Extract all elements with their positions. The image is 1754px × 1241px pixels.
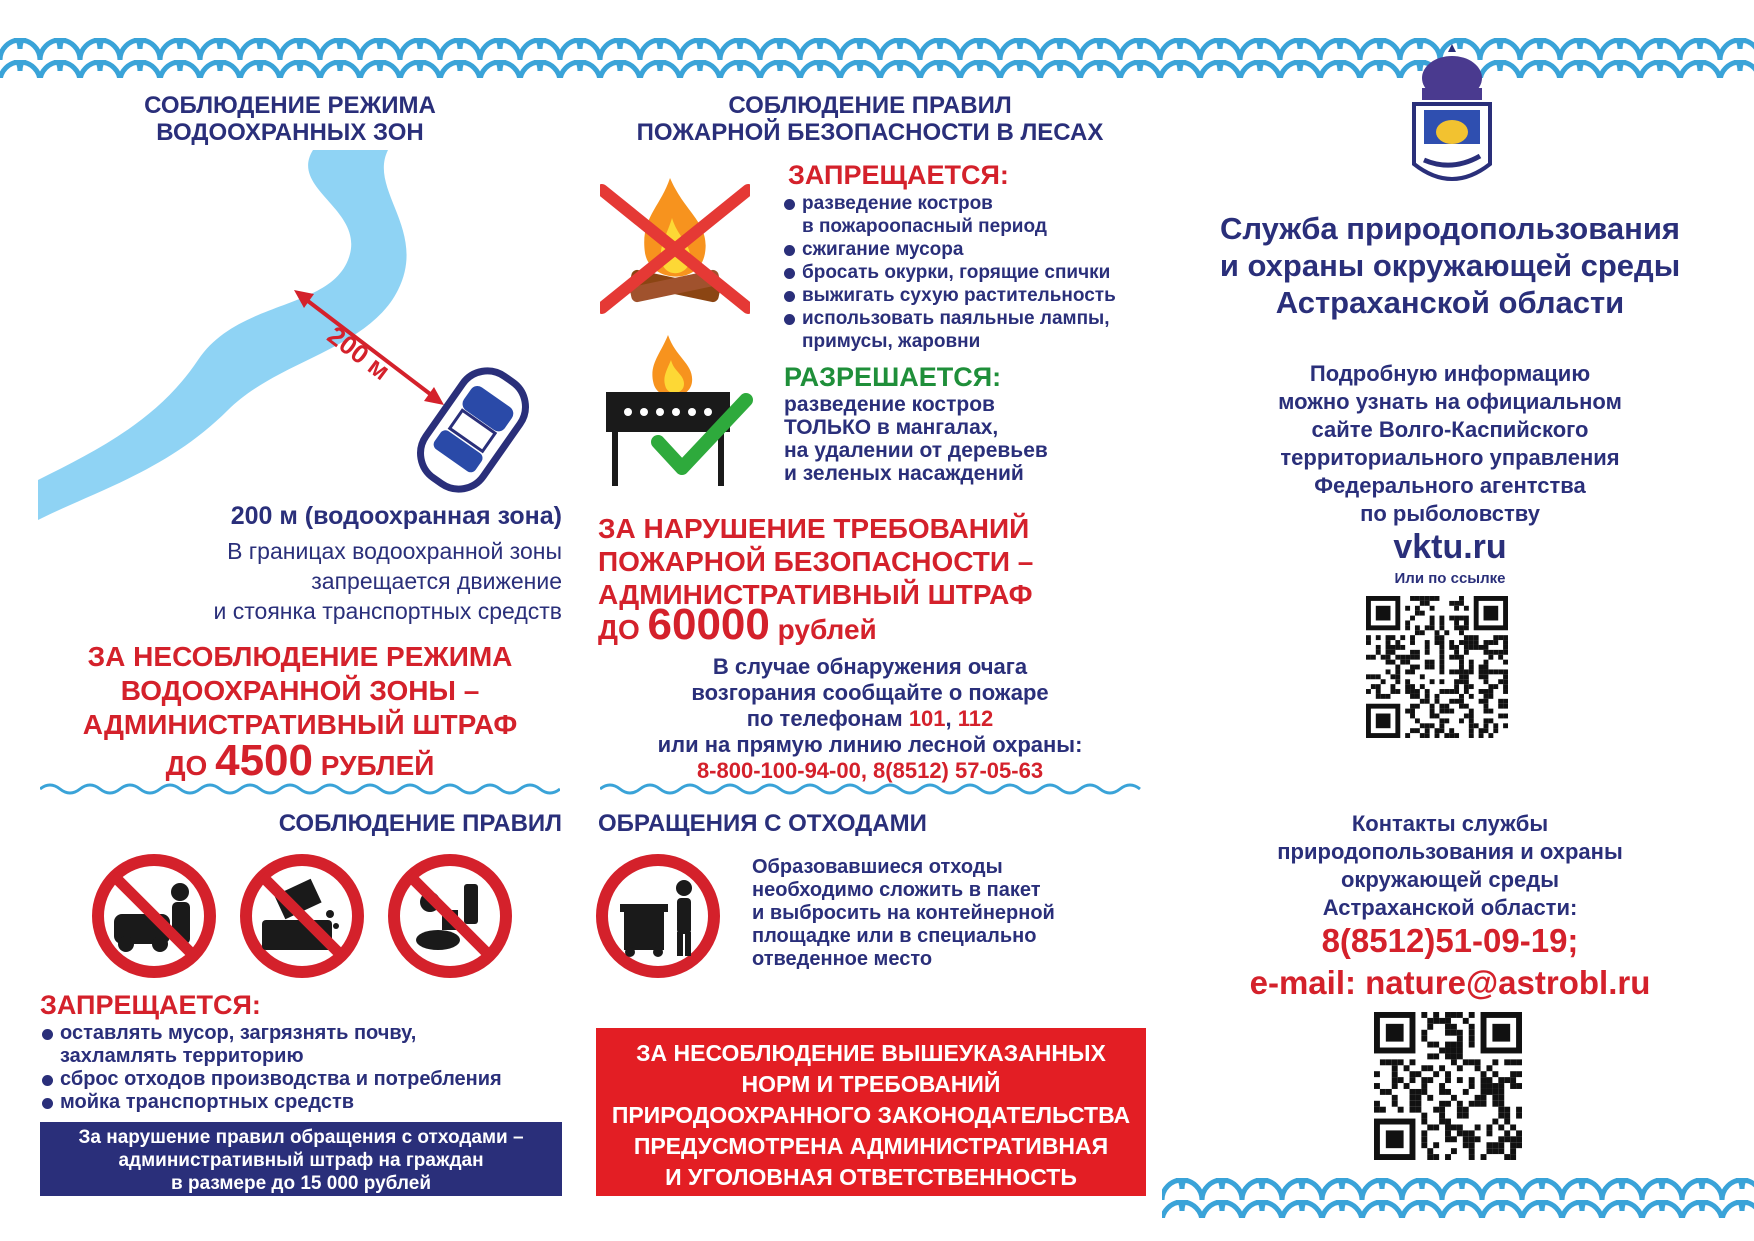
qr-code-contacts[interactable]	[1374, 1012, 1522, 1160]
no-car-washing-icon	[90, 852, 218, 980]
fire-fine-prefix: ДО	[598, 614, 640, 645]
zone-text: В границах водоохранной зоны запрещается движение и стоянка транспортных средств	[213, 538, 562, 624]
fire-fine-amount-line	[598, 600, 1158, 650]
phone-101: 101	[908, 706, 946, 731]
phones-prefix: по телефонам	[746, 706, 903, 731]
fire-allowed-text: разведение костров ТОЛЬКО в мангалах, на удалении от деревьев и зеленых насаждений	[784, 393, 1048, 485]
liability-box: ЗА НЕСОБЛЮДЕНИЕ ВЫШЕУКАЗАННЫХ НОРМ И ТРЕБОВАНИЙ ПРИРОДООХРАННОГО ЗАКОНОДАТЕЛЬСТВА ПРЕДУСМОТРЕНА АДМИНИСТРАТИВНАЯ И УГОЛОВНАЯ ОТВЕТСТВЕННОСТЬ	[596, 1028, 1146, 1196]
fire-phones-line	[600, 706, 1140, 732]
fire-fine-amount: 60000	[647, 600, 770, 649]
list-item: бросать окурки, горящие спички	[782, 261, 1162, 284]
link-note: Или по ссылке	[1394, 570, 1506, 587]
list-item: разведение костров в пожароопасный период	[782, 192, 1162, 238]
water-fine-amount-line	[50, 736, 550, 786]
list-item: использовать паяльные лампы, примусы, жаровни	[782, 307, 1162, 353]
waste-forbidden-list	[40, 1022, 570, 1114]
coat-of-arms-icon	[1404, 44, 1500, 194]
list-item: сжигание мусора	[782, 238, 1162, 261]
list-item: выжигать сухую растительность	[782, 284, 1162, 307]
waste-instruction: Образовавшиеся отходы необходимо сложить в пакет и выбросить на контейнерной площадке или в специально отведенное место	[752, 856, 1055, 970]
waste-bin-icon	[594, 852, 722, 980]
contacts-text: Контакты службы природопользования и охраны окружающей среды Астраханской области:	[1277, 811, 1623, 920]
fire-report-text: В случае обнаружения очага возгорания сообщайте о пожаре	[691, 654, 1049, 705]
car-icon	[408, 360, 538, 500]
agency-site-link[interactable]: vktu.ru	[1393, 528, 1507, 566]
water-zone-title: СОБЛЮДЕНИЕ РЕЖИМА ВОДООХРАННЫХ ЗОН	[144, 92, 436, 146]
fire-forbidden-label: ЗАПРЕЩАЕТСЯ:	[788, 160, 1009, 190]
bottom-wave-border	[1162, 1178, 1754, 1218]
list-item: сброс отходов производства и потребления	[40, 1068, 570, 1091]
list-item: оставлять мусор, загрязнять почву, захламлять территорию	[40, 1022, 570, 1068]
waste-title-right: ОБРАЩЕНИЯ С ОТХОДАМИ	[598, 810, 927, 837]
grill-icon	[606, 330, 756, 490]
water-fine-text: ЗА НЕСОБЛЮДЕНИЕ РЕЖИМА ВОДООХРАННОЙ ЗОНЫ – АДМИНИСТРАТИВНЫЙ ШТРАФ	[82, 641, 518, 740]
qr-code-site[interactable]	[1366, 596, 1508, 742]
water-fine-prefix: ДО	[165, 750, 208, 781]
waste-title-left: СОБЛЮДЕНИЕ ПРАВИЛ	[278, 810, 562, 837]
no-dumping-icon	[238, 852, 366, 980]
waste-forbidden-label: ЗАПРЕЩАЕТСЯ:	[40, 990, 261, 1020]
hotline-text: или на прямую линию лесной охраны:	[657, 732, 1083, 757]
waste-fine-box: За нарушение правил обращения с отходами – административный штраф на граждан в размере до 15 000 рублей	[40, 1122, 562, 1196]
water-fine-unit: РУБЛЕЙ	[320, 750, 435, 781]
water-fine-amount: 4500	[215, 736, 313, 785]
distance-label: 200 м	[321, 320, 396, 386]
fire-fine-unit: рублей	[777, 614, 877, 645]
phone-112: 112	[957, 706, 994, 731]
no-littering-icon	[386, 852, 514, 980]
list-item: мойка транспортных средств	[40, 1091, 570, 1114]
agency-phone[interactable]: 8(8512)51-09-19;	[1321, 922, 1579, 959]
phone-separator: ,	[945, 706, 952, 731]
agency-name: Служба природопользования и охраны окружающей среды Астраханской области	[1219, 211, 1681, 320]
fire-forbidden-list	[782, 192, 1162, 353]
hotline-numbers: 8-800-100-94-00, 8(8512) 57-05-63	[696, 758, 1044, 783]
fire-allowed-label: РАЗРЕШАЕТСЯ:	[784, 362, 1002, 392]
wave-divider-middle	[600, 782, 1146, 796]
zone-heading: 200 м (водоохранная зона)	[230, 502, 562, 530]
no-campfire-icon	[600, 168, 750, 318]
fire-fine-text: ЗА НАРУШЕНИЕ ТРЕБОВАНИЙ ПОЖАРНОЙ БЕЗОПАСНОСТИ – АДМИНИСТРАТИВНЫЙ ШТРАФ	[598, 513, 1034, 610]
agency-email[interactable]: e-mail: nature@astrobl.ru	[1249, 964, 1651, 1001]
fire-safety-title: СОБЛЮДЕНИЕ ПРАВИЛ ПОЖАРНОЙ БЕЗОПАСНОСТИ В ЛЕСАХ	[636, 92, 1104, 146]
agency-info-text: Подробную информацию можно узнать на официальном сайте Волго-Каспийского территориального управления Федерального агентства по рыболовству	[1278, 361, 1622, 526]
